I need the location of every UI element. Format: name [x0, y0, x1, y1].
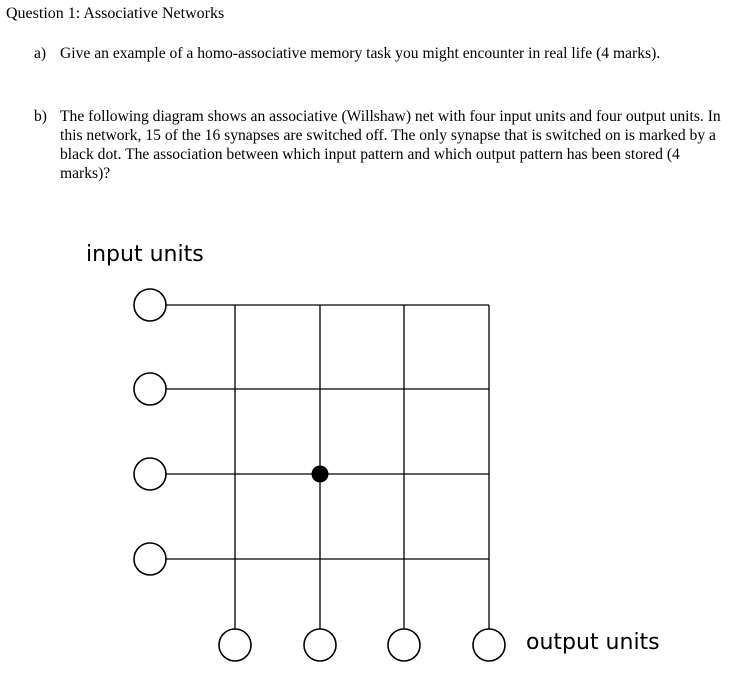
- question-heading: Question 1: Associative Networks: [6, 5, 225, 22]
- output-unit-4: [473, 629, 505, 661]
- question-b-text: The following diagram shows an associative (Willshaw) net with four input units and four output units. In this network, 15 of the 16 synapses are switched off. The only synapse that is switched on is marked by a black dot. The association between which input pattern and which output pattern has been stored (4 marks)?: [60, 108, 721, 182]
- input-units-label: input units: [86, 242, 204, 267]
- question-b-marker: b): [34, 108, 47, 125]
- synapse-grid: [134, 289, 505, 661]
- input-unit-2: [134, 373, 166, 405]
- input-unit-4: [134, 543, 166, 575]
- question-a-marker: a): [34, 45, 47, 62]
- input-unit-1: [134, 289, 166, 321]
- input-unit-3: [134, 458, 166, 490]
- output-unit-2: [304, 629, 336, 661]
- output-unit-3: [388, 629, 420, 661]
- output-unit-1: [219, 629, 251, 661]
- active-synapse-dot: [312, 466, 329, 483]
- output-units-label: output units: [526, 630, 660, 655]
- question-a-text: Give an example of a homo-associative memory task you might encounter in real life (4 marks).: [60, 45, 661, 62]
